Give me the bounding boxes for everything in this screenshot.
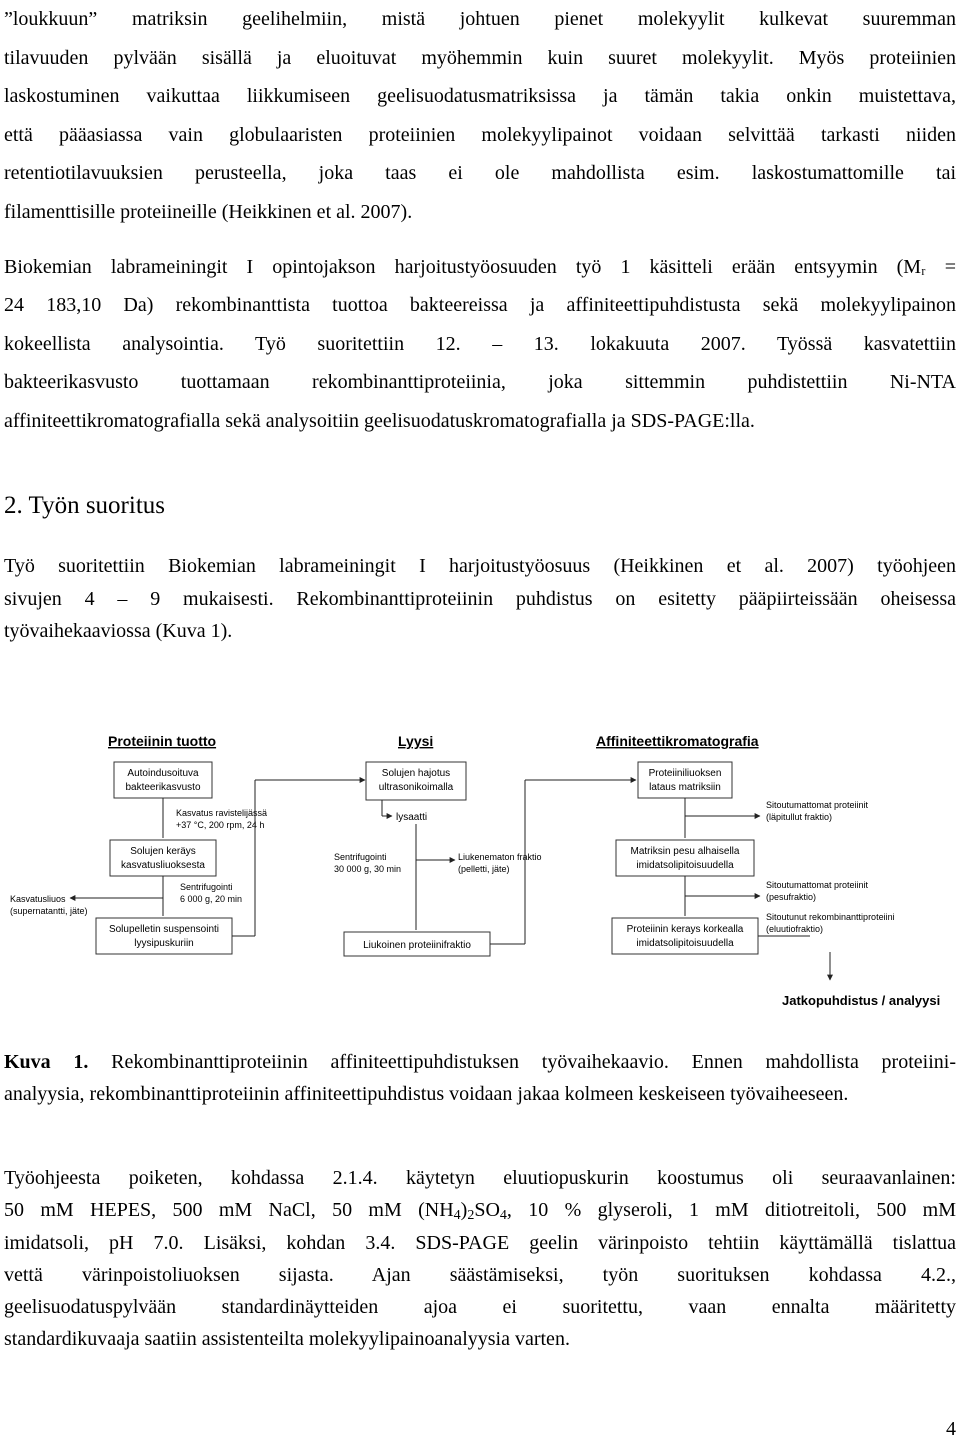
figure-caption [4,1046,956,1110]
subscript: 4 [453,1208,461,1224]
text-line: että pääasiassa vain globulaaristen proteiinien molekyylipainot voidaan selvittää tarkasti niiden [4,123,956,146]
caption-label: Kuva 1. [4,1051,89,1073]
subscript: 2 [467,1208,475,1224]
workflow-diagram [0,720,960,1020]
annotation-unbound: (läpitullut fraktio) [766,812,833,822]
box-label: kasvatusliuoksesta [121,860,205,871]
annotation-centrifuge: 6 000 g, 20 min [180,894,243,904]
text-line [4,1194,956,1226]
box-label: Solujen keräys [130,846,196,857]
box-label: Autoindusoituva [127,768,199,779]
box-label: Liukoinen proteiinifraktio [363,940,471,951]
text-fragment: SO [474,1199,500,1222]
annotation-further: Jatkopuhdistus / analyysi [782,993,941,1008]
annotation-growth-medium: Kasvatusliuos [10,894,66,904]
box-label: lataus matriksiin [649,782,721,793]
annotation-growth-medium: (supernatantti, jäte) [10,906,88,916]
text-line: vettä värinpoistoliuoksen sijasta. Ajan säästämiseksi, työn suorituksen kohdassa 4.2., [4,1263,956,1286]
box-label: Matriksin pesu alhaisella [630,846,740,857]
box-label: bakteerikasvusto [125,782,201,793]
text-line: Työ suoritettiin Biokemian labrameiningit I harjoitustyöosuus (Heikkinen et al. 2007) työohjeen [4,555,956,577]
text-line: kokeellista analysointia. Työ suoritettiin 12. – 13. lokakuuta 2007. Työssä kasvatettiin [4,332,956,355]
box-label: Proteiiniliuoksen [648,768,722,779]
caption-line [4,1046,956,1078]
text-line: retentiotilavuuksien perusteella, joka taas ei ole mahdollista esim. laskostumattomille tai [4,162,956,184]
text-fragment: , 10 % glyseroli, 1 mM ditiotreitoli, 500 mM [506,1199,956,1222]
annotation-centrifuge: Sentrifugointi [180,882,233,892]
text-line: Biokemian labrameiningit I opintojakson harjoitustyöosuuden työ 1 käsitteli erään entsyymin (Mᵣ = [4,256,956,278]
header-lysis: Lyysi [398,733,434,749]
box-label: Proteiinin kerays korkealla [626,924,744,935]
annotation-growth: Kasvatus ravistelijässä [176,808,268,818]
box-label: Solupelletin suspensointi [108,924,220,935]
box-label: Solujen hajotus [381,768,451,779]
header-protein-production: Proteiinin tuotto [108,733,217,749]
text-line: imidatsoli, pH 7.0. Lisäksi, kohdan 3.4. SDS-PAGE geelin värinpoisto tehtiin käyttämällä tislattua [4,1231,956,1254]
text-line: filamenttisille proteiineille (Heikkinen et al. 2007). [4,200,413,223]
annotation-unbound-wash: Sitoutumattomat proteiinit [766,880,869,890]
text-line: standardikuvaaja saatiin assistenteilta molekyylipainoanalyysia varten. [4,1328,570,1351]
text-line: sivujen 4 – 9 mukaisesti. Rekombinanttiproteiinin puhdistus on esitetty pääpiirteissään oheisessa [4,587,956,610]
third-paragraph [4,550,956,648]
section-heading: 2. Työn suoritus [4,492,165,519]
text-line: laskostuminen vaikuttaa liikkumiseen geelisuodatusmatriksissa ja tämän takia onkin muistettava, [4,85,956,107]
annotation-bound: (eluutiofraktio) [766,924,824,934]
box-label: imidatsolipitoisuudella [636,860,734,871]
annotation-lysate: lysaatti [396,812,428,823]
annotation-bound: Sitoutunut rekombinanttiproteiini [766,912,895,922]
box-label: lyysipuskuriin [134,938,194,949]
text-line: affiniteettikromatografialla sekä analysoitiin geelisuodatuskromatografialla ja SDS-PAGE:lla. [4,409,755,432]
annotation-insoluble: Liukenematon fraktio [458,852,542,862]
annotation-insoluble: (pelletti, jäte) [458,864,510,874]
text-line: 24 183,10 Da) rekombinanttista tuottoa bakteereissa ja affiniteettipuhdistusta sekä molekyylipainon [4,294,956,317]
text-line: bakteerikasvusto tuottamaan rekombinanttiproteiinia, joka sittemmin puhdistettiin Ni-NTA [4,371,956,394]
subscript: 4 [499,1208,507,1224]
text-line: tilavuuden pylvään sisällä ja eluoituvat myöhemmin kuin suuret molekyylit. Myös proteiinien [4,46,956,69]
text-line: Työohjeesta poiketen, kohdassa 2.1.4. käytetyn eluutiopuskurin koostumus oli seuraavanlainen: [4,1167,956,1189]
caption-line: analyysia, rekombinanttiproteiinin affiniteettipuhdistus voidaan jakaa kolmeen keskeiseen työvaiheeseen. [4,1083,849,1105]
text-line: ”loukkuun” matriksin geelihelmiin, mistä johtuen pienet molekyylit kulkevat suuremman [4,8,956,30]
box-label: ultrasonikoimalla [378,782,454,793]
fourth-paragraph [4,1162,956,1356]
annotation-unbound-wash: (pesufraktio) [766,892,817,902]
annotation-centrifuge: 30 000 g, 30 min [334,864,402,874]
text-line: geelisuodatuspylvään standardinäytteiden ajoa ei suoritettu, vaan ennalta määritetty [4,1296,956,1319]
box-label: imidatsolipitoisuudella [636,938,734,949]
caption-text: Rekombinanttiproteiinin affiniteettipuhdistuksen työvaihekaavio. Ennen mahdollista proteiini- [88,1051,956,1073]
annotation-centrifuge: Sentrifugointi [334,852,387,862]
annotation-unbound: Sitoutumattomat proteiinit [766,800,869,810]
intro-paragraph [4,0,956,231]
text-fragment: 50 mM HEPES, 500 mM NaCl, 50 mM (NH [4,1199,454,1222]
text-fragment: ) [460,1199,468,1222]
text-line: työvaihekaaviossa (Kuva 1). [4,620,233,642]
header-affinity: Affiniteettikromatografia [596,733,759,749]
second-paragraph [4,248,956,440]
annotation-growth: +37 °C, 200 rpm, 24 h [176,820,265,830]
page-number: 4 [946,1418,956,1440]
